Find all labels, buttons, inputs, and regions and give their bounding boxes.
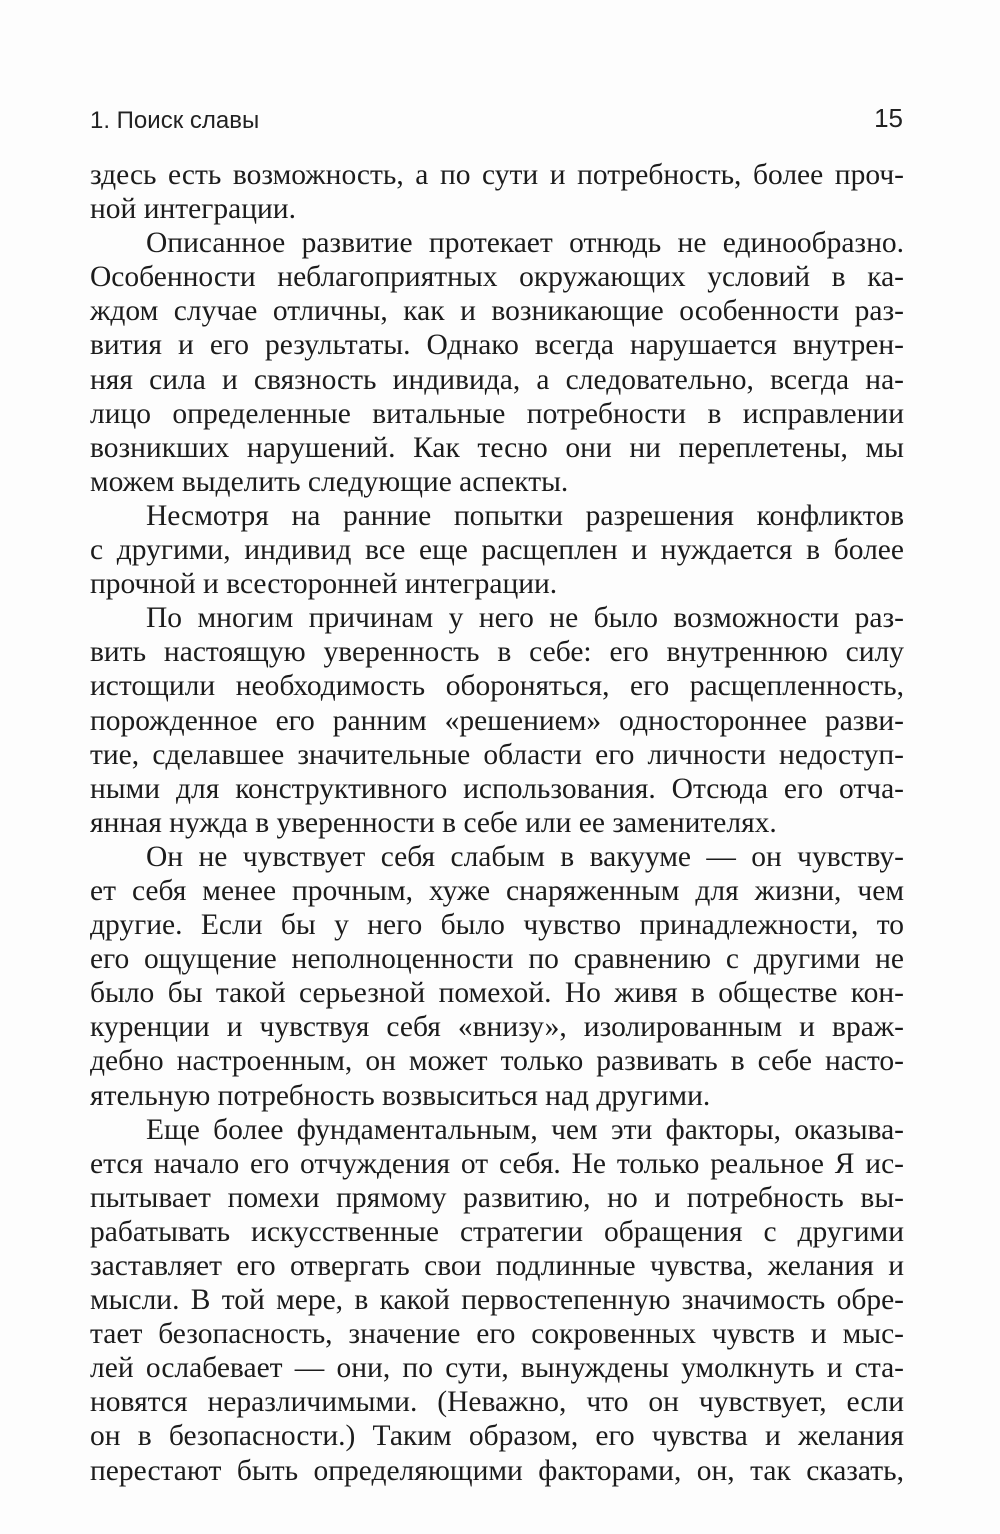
body-text: [90, 158, 904, 1488]
text-line: ждом случае отличны, как и возникающие особенности раз-: [90, 295, 904, 328]
text-line: няя сила и связность индивида, а следовательно, всегда на-: [90, 363, 904, 396]
text-line: порожденное его ранним «решением» одностороннее разви-: [90, 704, 904, 737]
text-line: новятся неразличимыми. (Неважно, что он чувствует, если: [90, 1386, 904, 1419]
text-line: Он не чувствует себя слабым в вакууме — он чувству-: [146, 840, 904, 873]
text-line: вить настоящую уверенность в себе: его внутреннюю силу: [90, 636, 904, 669]
text-line: его ощущение неполноценности по сравнению с другими не: [90, 943, 904, 976]
text-line: здесь есть возможность, а по сути и потребность, более проч-: [90, 159, 904, 191]
text-line: Несмотря на ранние попытки разрешения конфликтов: [146, 499, 904, 532]
running-head-chapter-title: 1. Поиск славы: [90, 107, 260, 134]
text-line: дебно настроенным, он может только развивать в себе насто-: [90, 1045, 904, 1078]
text-line: прочной и всесторонней интеграции.: [90, 568, 558, 601]
text-line: мысли. В той мере, в какой первостепенную значимость обре-: [90, 1284, 904, 1317]
text-line: можем выделить следующие аспекты.: [90, 465, 569, 498]
text-line: с другими, индивид все еще расщеплен и нуждается в более: [90, 534, 904, 567]
text-line: лицо определенные витальные потребности в исправлении: [90, 397, 904, 430]
text-line: По многим причинам у него не было возможности раз-: [146, 602, 904, 635]
text-line: ет себя менее прочным, хуже снаряженным для жизни, чем: [90, 874, 904, 907]
text-line: возникших нарушений. Как тесно они ни переплетены, мы: [90, 431, 904, 464]
text-line: куренции и чувствуя себя «внизу», изолированным и враж-: [90, 1011, 904, 1044]
text-line: пытывает помехи прямому развитию, но и потребность вы-: [90, 1181, 904, 1214]
text-line: перестают быть определяющими факторами, он, так сказать,: [90, 1454, 904, 1487]
text-line: Описанное развитие протекает отнюдь не единообразно.: [146, 227, 904, 260]
text-line: ется начало его отчуждения от себя. Не только реальное Я ис-: [90, 1147, 904, 1180]
text-line: тает безопасность, значение его сокровенных чувств и мыс-: [90, 1318, 904, 1351]
text-line: Еще более фундаментальным, чем эти факторы, оказыва-: [146, 1113, 904, 1146]
text-line: ятельную потребность возвыситься над другими.: [90, 1079, 711, 1112]
page-number: 15: [874, 103, 903, 133]
text-line: Особенности неблагоприятных окружающих условий в ка-: [90, 261, 904, 294]
text-line: ными для конструктивного использования. Отсюда его отча-: [90, 772, 904, 805]
text-line: истощили необходимость обороняться, его расщепленность,: [90, 670, 904, 703]
text-line: другие. Если бы у него было чувство принадлежности, то: [90, 909, 904, 942]
text-line: тие, сделавшее значительные области его личности недоступ-: [90, 738, 904, 771]
text-line: янная нужда в уверенности в себе или ее заменителях.: [90, 806, 777, 839]
text-line: рабатывать искусственные стратегии обращения с другими: [90, 1215, 904, 1248]
text-line: лей ослабевает — они, по сути, вынуждены умолкнуть и ста-: [90, 1352, 904, 1385]
text-line: заставляет его отвергать свои подлинные чувства, желания и: [90, 1250, 904, 1282]
text-line: вития и его результаты. Однако всегда нарушается внутрен-: [90, 329, 904, 362]
text-line: было бы такой серьезной помехой. Но живя в обществе кон-: [90, 977, 904, 1010]
text-line: ной интеграции.: [90, 193, 296, 226]
text-line: он в безопасности.) Таким образом, его чувства и желания: [90, 1420, 904, 1453]
